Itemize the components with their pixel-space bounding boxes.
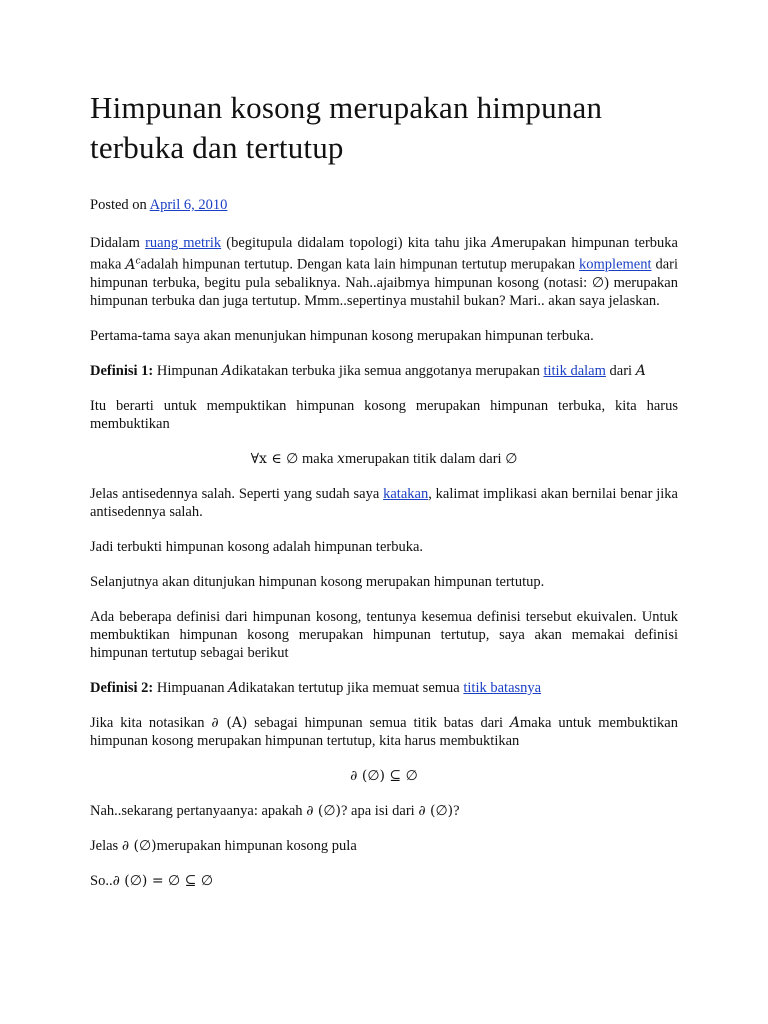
posted-on-label: Posted on (90, 197, 147, 213)
paragraph-question (90, 802, 678, 820)
text: sebagai himpunan semua titik batas dari (247, 714, 510, 731)
math-a: A (221, 362, 232, 379)
math-a: A (509, 714, 521, 731)
text: Jelas (90, 837, 122, 854)
math-boundary-empty: ∂ (∅) (121, 837, 157, 854)
paragraph-conclusion (90, 872, 678, 890)
text: dikatakan tertutup jika memuat semua (238, 679, 464, 696)
text: Jelas antisedennya salah. Seperti yang sudah saya (90, 485, 384, 502)
definition-label: Definisi 1: (90, 362, 154, 379)
paragraph-intro (90, 234, 678, 310)
paragraph-antiseden (90, 485, 678, 521)
link-komplement[interactable]: komplement (579, 256, 652, 273)
text: ? apa isi dari (341, 802, 419, 819)
math-x: x (337, 450, 345, 467)
math-forall: ∀x ∈ ∅ (250, 450, 299, 467)
text: ? (453, 802, 460, 819)
definition-2 (90, 679, 678, 697)
math-empty-set: ∅ (591, 274, 605, 291)
paragraph-proof-open: Itu berarti untuk mempuktikan himpunan kosong merupakan himpunan terbuka, kita harus membuktikan (90, 397, 678, 432)
paragraph-proven-open: Jadi terbukti himpunan kosong adalah himpunan terbuka. (90, 538, 424, 555)
text: ) merupakan himpunan terbuka dan juga tertutup. Mmm..sepertinya mustahil bukan? Mari.. akan saya jelaskan. (90, 274, 678, 309)
text: dari (605, 362, 636, 379)
text: (begitupula didalam topologi) kita tahu jika (221, 235, 492, 251)
post-date-link[interactable]: April 6, 2010 (149, 197, 228, 213)
math-subset-equation: ∂ (∅) ⊆ ∅ (350, 767, 418, 784)
post-meta (90, 196, 678, 214)
math-conclusion-equation: ∂ (∅) = ∅ ⊆ ∅ (112, 872, 214, 889)
text: dari himpunan terbuka, begitu pula sebaliknya. Nah..ajaibmya himpunan kosong (notasi: (90, 256, 678, 291)
math-boundary-empty: ∂ (∅) (418, 802, 454, 819)
paragraph-definitions: Ada beberapa definisi dari himpunan kosong, tentunya kesemua definisi tersebut ekuivalen. Untuk membuktikan himpunan kosong merupakan himpunan tertutup, saya akan memakai definisi himpunan tertutup sebagai berikut (90, 608, 678, 661)
text: merupakan himpunan kosong pula (156, 837, 357, 854)
link-ruang-metrik[interactable]: ruang metrik (145, 235, 222, 251)
equation-1 (90, 450, 678, 468)
math-a: A (228, 679, 239, 696)
link-titik-dalam[interactable]: titik dalam (543, 362, 606, 379)
paragraph-clearly-empty (90, 837, 678, 855)
math-boundary-empty: ∂ (∅) (306, 802, 341, 819)
link-titik-batasnya[interactable]: titik batasnya (463, 679, 542, 696)
math-a-complement (125, 257, 140, 273)
text: maka untuk membuktikan himpunan kosong merupakan himpunan tertutup, kita harus membuktikan (90, 714, 678, 749)
text: Himpuanan (153, 679, 229, 696)
text: Himpunan (153, 362, 222, 379)
text: Nah..sekarang pertanyaanya: apakah (90, 802, 307, 819)
text: Didalam (90, 235, 146, 251)
page-title: Himpunan kosong merupakan himpunan terbuka dan tertutup (90, 90, 603, 165)
math-a: A (491, 235, 502, 251)
text: maka (298, 450, 338, 467)
math-a: A (635, 362, 646, 379)
link-katakan[interactable]: katakan (383, 485, 429, 502)
text: merupakan titik dalam dari (344, 450, 506, 467)
definition-1 (90, 362, 678, 380)
math-boundary-a: ∂ (A) (211, 714, 248, 731)
math-superscript: c (135, 256, 141, 266)
equation-2 (90, 767, 678, 785)
article (90, 88, 678, 890)
text: merupakan himpunan terbuka maka (90, 235, 678, 273)
text: , kalimat implikasi akan bernilai benar jika antisedennya salah. (90, 485, 678, 520)
text: dikatakan terbuka jika semua anggotanya merupakan (231, 362, 544, 379)
math-empty-set: ∅ (505, 450, 518, 467)
paragraph-next-closed: Selanjutnya akan ditunjukan himpunan kosong merupakan himpunan tertutup. (90, 573, 545, 590)
math-a: A (125, 256, 136, 273)
paragraph-first-step: Pertama-tama saya akan menunjukan himpunan kosong merupakan himpunan terbuka. (90, 327, 594, 344)
definition-label: Definisi 2: (90, 679, 154, 696)
paragraph-boundary-notation (90, 714, 678, 750)
text: Jika kita notasikan (90, 714, 212, 731)
text: So.. (90, 872, 113, 889)
text: adalah himpunan tertutup. Dengan kata lain himpunan tertutup merupakan (140, 256, 580, 273)
